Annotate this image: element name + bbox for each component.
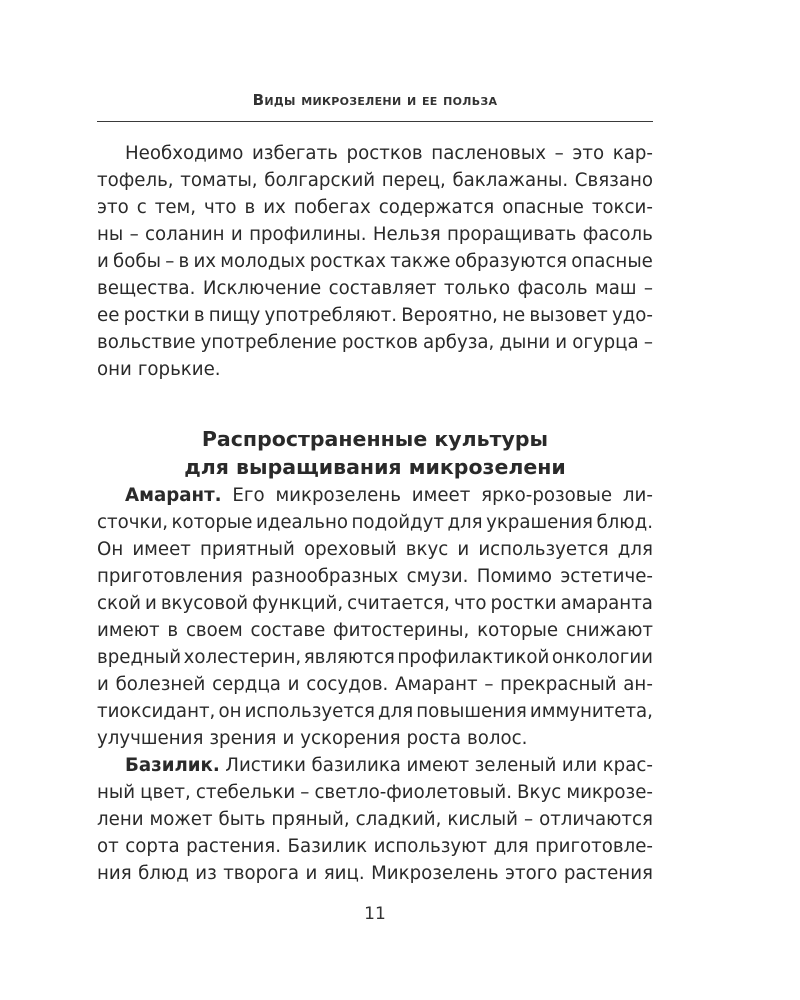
text-line: тофель, томаты, болгарский перец, баклажаны. Связано xyxy=(97,170,653,191)
text-line: Базилик. Листики базилика имеют зеленый или крас- xyxy=(97,752,653,779)
term-label: Базилик. xyxy=(125,755,220,776)
text-line: это с тем, что в их побегах содержатся опасные токси- xyxy=(97,197,653,218)
paragraph-nightshades xyxy=(97,140,653,383)
section-title-line: Распространенные культуры xyxy=(201,427,549,451)
text-line: улучшения зрения и ускорения роста волос. xyxy=(97,728,528,749)
text-line: они горькие. xyxy=(97,359,221,380)
book-page xyxy=(97,0,653,1000)
culture-descriptions xyxy=(97,482,653,887)
text-line: ее ростки в пищу употребляют. Вероятно, не вызовет удо- xyxy=(97,305,653,326)
text-line: Он имеет приятный ореховый вкус и используется для xyxy=(97,539,653,560)
running-head: Виды микрозелени и ее польза xyxy=(252,91,498,109)
term-label: Амарант. xyxy=(125,485,222,506)
text-line: сточки, которые идеально подойдут для украшения блюд. xyxy=(97,512,653,533)
text-line: имеют в своем составе фитостерины, которые снижают xyxy=(97,620,653,641)
section-title-line: для выращивания микрозелени xyxy=(184,455,566,479)
text-line: вредный холестерин, являются профилактикой онкологии xyxy=(97,647,653,668)
text-line: лени может быть пряный, сладкий, кислый – отличаются xyxy=(97,809,653,830)
text-line: ны – соланин и профилины. Нельзя проращивать фасоль xyxy=(97,224,653,245)
text-line: ный цвет, стебельки – светло-фиолетовый. Вкус микрозе- xyxy=(97,782,653,803)
page-number: 11 xyxy=(364,904,386,924)
text-line: Амарант. Его микрозелень имеет ярко-розовые ли- xyxy=(97,482,653,509)
text-line: и болезней сердца и сосудов. Амарант – прекрасный ан- xyxy=(97,674,653,695)
text-line: приготовления разнообразных смузи. Помимо эстетиче- xyxy=(97,566,653,587)
text-line: тиоксидант, он используется для повышения иммунитета, xyxy=(97,701,653,722)
header-rule xyxy=(97,121,653,122)
text-line: ской и вкусовой функций, считается, что ростки амаранта xyxy=(97,593,653,614)
text-line: от сорта растения. Базилик используют для приготовле- xyxy=(97,836,653,857)
text-line: ния блюд из творога и яиц. Микрозелень этого растения xyxy=(97,863,653,884)
text-line: Необходимо избегать ростков пасленовых – это кар- xyxy=(125,143,653,164)
section-title xyxy=(97,425,653,481)
text-line: вольствие употребление ростков арбуза, дыни и огурца – xyxy=(97,332,653,353)
text-line: и бобы – в их молодых ростках также образуются опасные xyxy=(97,251,653,272)
text-line: вещества. Исключение составляет только фасоль маш – xyxy=(97,278,653,299)
